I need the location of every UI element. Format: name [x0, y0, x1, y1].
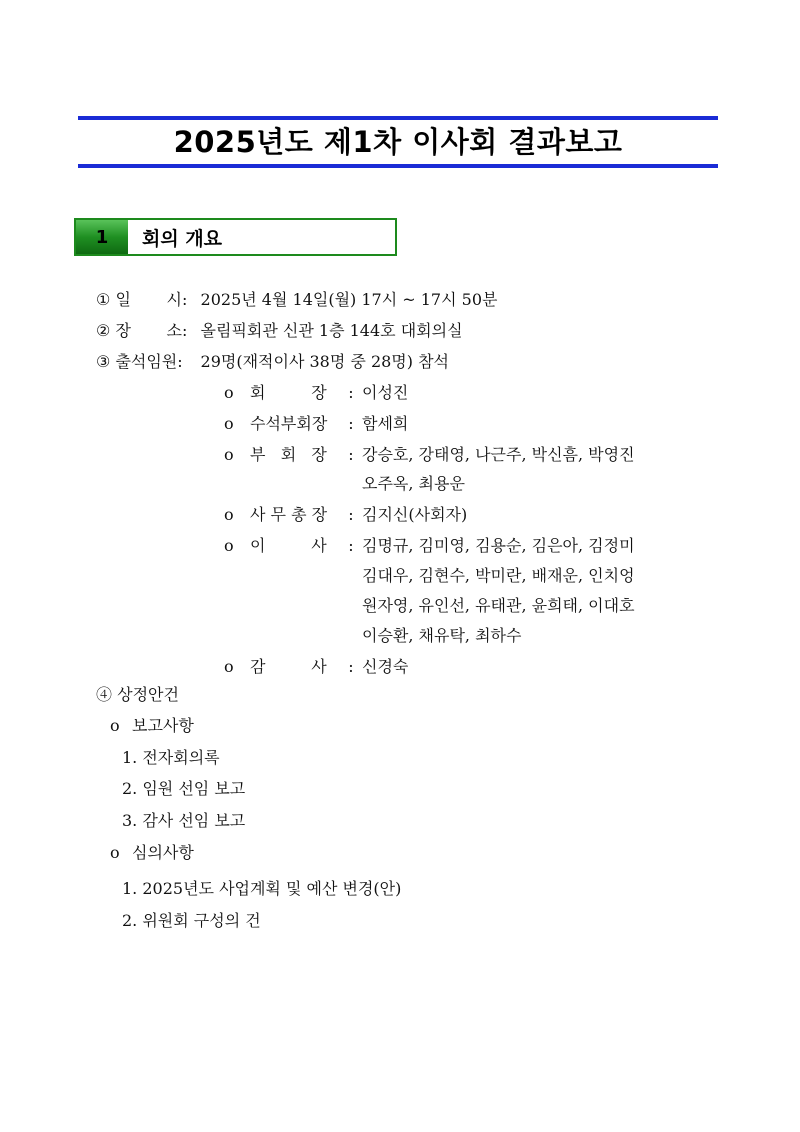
- officer-role: 회 장: [250, 383, 327, 402]
- officer-role: 수석부회장: [250, 414, 328, 433]
- section-title: 회의 개요: [142, 227, 223, 250]
- item-place: [96, 321, 463, 341]
- officer-row: [224, 445, 635, 465]
- reports-label: 보고사항: [132, 716, 194, 735]
- deliberations-heading: [110, 843, 194, 863]
- item-date: [96, 290, 497, 310]
- officer-role: 이 사: [250, 536, 327, 555]
- section-header: [74, 218, 397, 256]
- officer-row: [224, 657, 408, 677]
- officer-bullet: o: [224, 505, 234, 524]
- title-top-rule: [78, 116, 718, 120]
- officer-row: [224, 383, 408, 403]
- item-attendance-mark: ③: [96, 352, 111, 371]
- page-title: 2025년도 제1차 이사회 결과보고: [173, 125, 623, 159]
- officer-row: [224, 414, 408, 434]
- officer-names-continued: 원자영, 유인선, 유태관, 윤희태, 이대호: [362, 596, 635, 615]
- officer-bullet: o: [224, 383, 234, 402]
- item-date-label: 일 시:: [115, 290, 188, 309]
- section-number: 1: [76, 220, 128, 254]
- officer-names-continued: 이승환, 채유탁, 최하수: [362, 626, 522, 645]
- officer-bullet: o: [224, 657, 234, 676]
- officer-names: 강승호, 강태영, 나근주, 박신흠, 박영진: [362, 445, 635, 464]
- officer-sep: :: [348, 657, 354, 676]
- item-date-mark: ①: [96, 290, 111, 309]
- officer-names: 이성진: [362, 383, 409, 402]
- deliberations-bullet: o: [110, 843, 120, 862]
- officer-names: 김지신(사회자): [362, 505, 468, 524]
- item-place-mark: ②: [96, 321, 111, 340]
- officer-role: 부 회 장: [250, 445, 327, 464]
- deliberations-label: 심의사항: [132, 843, 194, 862]
- report-item: 2. 임원 선임 보고: [122, 779, 246, 798]
- item-place-value: 올림픽회관 신관 1층 144호 대회의실: [200, 321, 463, 340]
- officer-names-continued: 김대우, 김현수, 박미란, 배재운, 인치엉: [362, 566, 635, 585]
- title-band: [78, 116, 718, 168]
- item-attendance-label: 출석임원:: [115, 352, 183, 371]
- officer-sep: :: [348, 383, 354, 402]
- officer-role: 사 무 총 장: [250, 505, 328, 524]
- officer-names: 함세희: [362, 414, 409, 433]
- officer-bullet: o: [224, 414, 234, 433]
- agenda-label: 상정안건: [117, 685, 179, 704]
- officer-sep: :: [348, 414, 354, 433]
- officer-sep: :: [348, 505, 354, 524]
- reports-heading: [110, 716, 194, 736]
- officer-sep: :: [348, 536, 354, 555]
- agenda-heading: [96, 685, 179, 705]
- officer-role: 감 사: [250, 657, 327, 676]
- officer-row: [224, 536, 635, 556]
- item-date-value: 2025년 4월 14일(월) 17시 ~ 17시 50분: [200, 290, 498, 309]
- officer-bullet: o: [224, 536, 234, 555]
- item-attendance: [96, 352, 449, 372]
- officer-bullet: o: [224, 445, 234, 464]
- officer-sep: :: [348, 445, 354, 464]
- report-item: 1. 전자회의록: [122, 748, 220, 767]
- deliberation-item: 2. 위원회 구성의 건: [122, 911, 261, 930]
- agenda-mark: ④: [96, 685, 113, 704]
- reports-bullet: o: [110, 716, 120, 735]
- item-place-label: 장 소:: [115, 321, 188, 340]
- officer-row: [224, 505, 467, 525]
- officer-names-continued: 오주옥, 최용운: [362, 474, 465, 493]
- title-bottom-rule: [78, 164, 718, 168]
- officer-names: 신경숙: [362, 657, 409, 676]
- item-attendance-value: 29명(재적이사 38명 중 28명) 참석: [200, 352, 449, 371]
- report-item: 3. 감사 선임 보고: [122, 811, 246, 830]
- officer-names: 김명규, 김미영, 김용순, 김은아, 김정미: [362, 536, 635, 555]
- deliberation-item: 1. 2025년도 사업계획 및 예산 변경(안): [122, 879, 402, 898]
